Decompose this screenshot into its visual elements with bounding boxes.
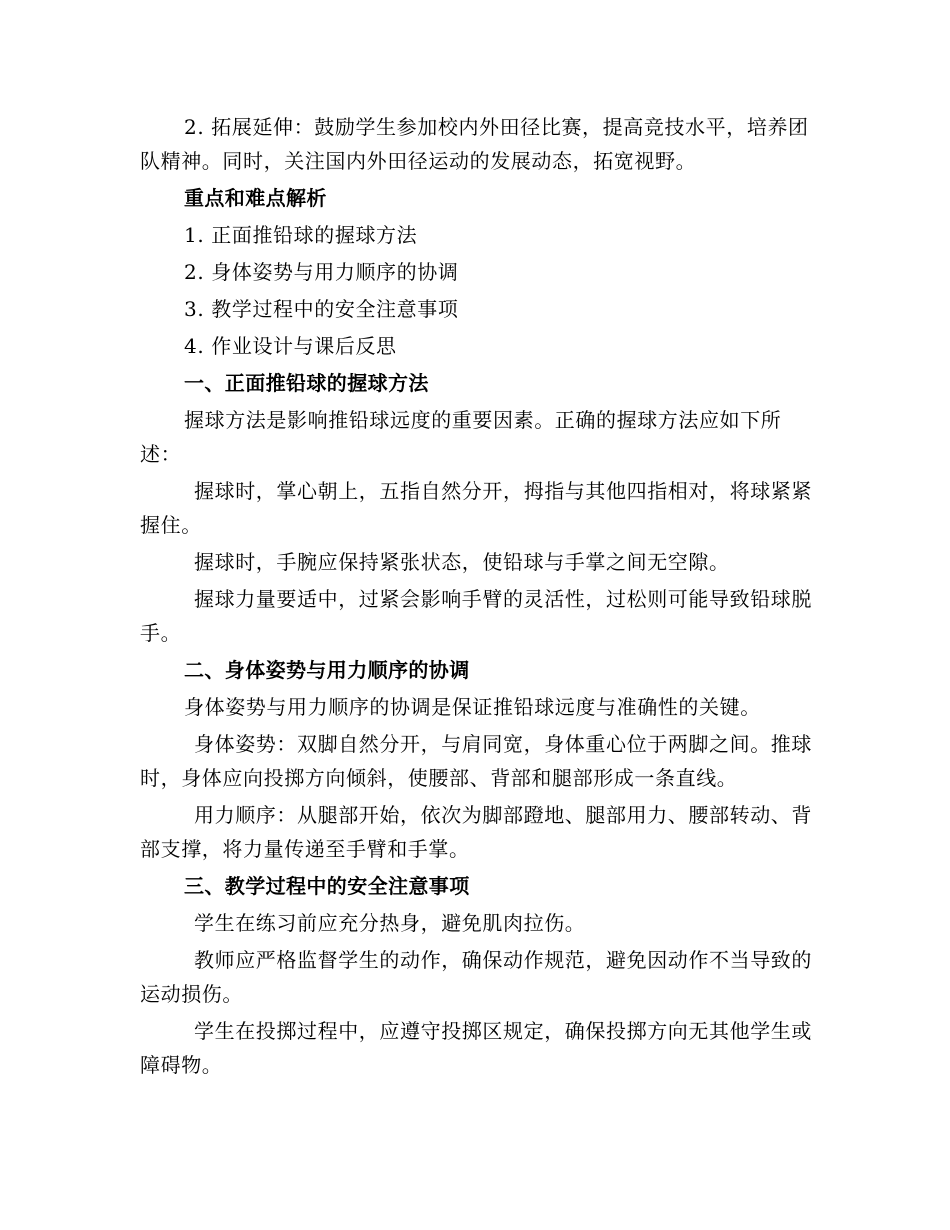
paragraph-grip-1: 握球时，掌心朝上，五指自然分开，拇指与其他四指相对，将球紧紧握住。 [140,479,812,537]
section-heading-2: 二、身体姿势与用力顺序的协调 [184,658,470,682]
list-item-2: 2. 身体姿势与用力顺序的协调 [184,260,459,284]
paragraph-safety-2: 教师应严格监督学生的动作，确保动作规范，避免因动作不当导致的运动损伤。 [140,948,812,1006]
paragraph-grip-3: 握球力量要适中，过紧会影响手臂的灵活性，过松则可能导致铅球脱手。 [140,587,812,645]
paragraph-posture: 身体姿势：双脚自然分开，与肩同宽，身体重心位于两脚之间。推球时，身体应向投掷方向倾斜，使腰部、背部和腿部形成一条直线。 [140,732,812,790]
paragraph-force-order: 用力顺序：从腿部开始，依次为脚部蹬地、腿部用力、腰部转动、背部支撑，将力量传递至手臂和手掌。 [140,803,812,861]
paragraph-grip-2: 握球时，手腕应保持紧张状态，使铅球与手掌之间无空隙。 [194,550,730,574]
list-item-4: 4. 作业设计与课后反思 [184,334,397,358]
paragraph-extension: 2. 拓展延伸：鼓励学生参加校内外田径比赛，提高竞技水平，培养团队精神。同时，关注国内外田径运动的发展动态，拓宽视野。 [140,115,809,173]
section-heading-3: 三、教学过程中的安全注意事项 [184,874,470,898]
section-heading-1: 一、正面推铅球的握球方法 [184,371,429,395]
paragraph-safety-1: 学生在练习前应充分热身，避免肌肉拉伤。 [194,911,586,935]
list-item-1: 1. 正面推铅球的握球方法 [184,223,418,247]
document-body [140,110,812,1082]
paragraph-grip-intro: 握球方法是影响推铅球远度的重要因素。正确的握球方法应如下所述： [140,408,782,466]
list-item-3: 3. 教学过程中的安全注意事项 [184,297,459,321]
heading-key-points: 重点和难点解析 [184,186,327,210]
paragraph-posture-intro: 身体姿势与用力顺序的协调是保证推铅球远度与准确性的关键。 [184,695,761,719]
paragraph-safety-3: 学生在投掷过程中，应遵守投掷区规定，确保投掷方向无其他学生或障碍物。 [140,1019,812,1077]
